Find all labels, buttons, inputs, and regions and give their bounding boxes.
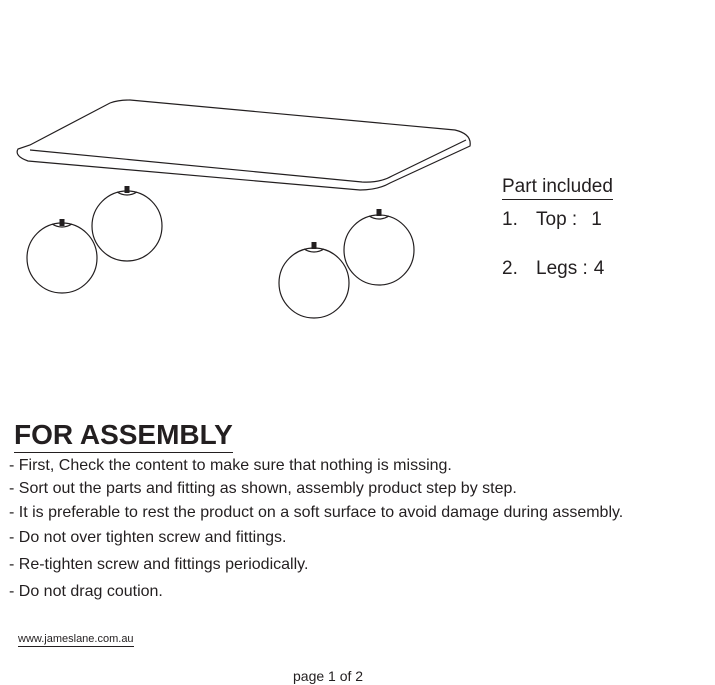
part-quantity: 4 — [593, 258, 605, 279]
instruction-line: - It is preferable to rest the product on a soft surface to avoid damage during assembly. — [9, 504, 624, 521]
instruction-line: - Sort out the parts and fitting as shown, assembly product step by step. — [9, 480, 517, 497]
part-row-legs — [502, 258, 604, 280]
table-top-drawing — [17, 100, 470, 190]
website-link[interactable]: www.jameslane.com.au — [18, 633, 134, 645]
assembly-heading: FOR ASSEMBLY — [14, 418, 233, 453]
leg-3 — [279, 242, 349, 318]
part-quantity: 1 — [591, 209, 602, 230]
part-number: 2. — [502, 258, 518, 279]
part-row-top — [502, 209, 602, 231]
instruction-line: - First, Check the content to make sure that nothing is missing. — [9, 457, 452, 474]
furniture-parts-illustration — [0, 0, 480, 330]
part-number: 1. — [502, 209, 518, 230]
part-name: Legs : — [536, 258, 588, 279]
instruction-line: - Do not over tighten screw and fittings. — [9, 529, 287, 546]
leg-1 — [27, 219, 97, 293]
parts-included-heading: Part included — [502, 175, 613, 200]
page-number: page 1 of 2 — [293, 668, 364, 684]
legs-drawing — [27, 186, 414, 318]
leg-2 — [92, 186, 162, 261]
instruction-line: - Re-tighten screw and fittings periodically. — [9, 556, 309, 573]
leg-4 — [344, 209, 414, 285]
instruction-line: - Do not drag coution. — [9, 583, 163, 600]
part-name: Top : — [536, 209, 578, 230]
